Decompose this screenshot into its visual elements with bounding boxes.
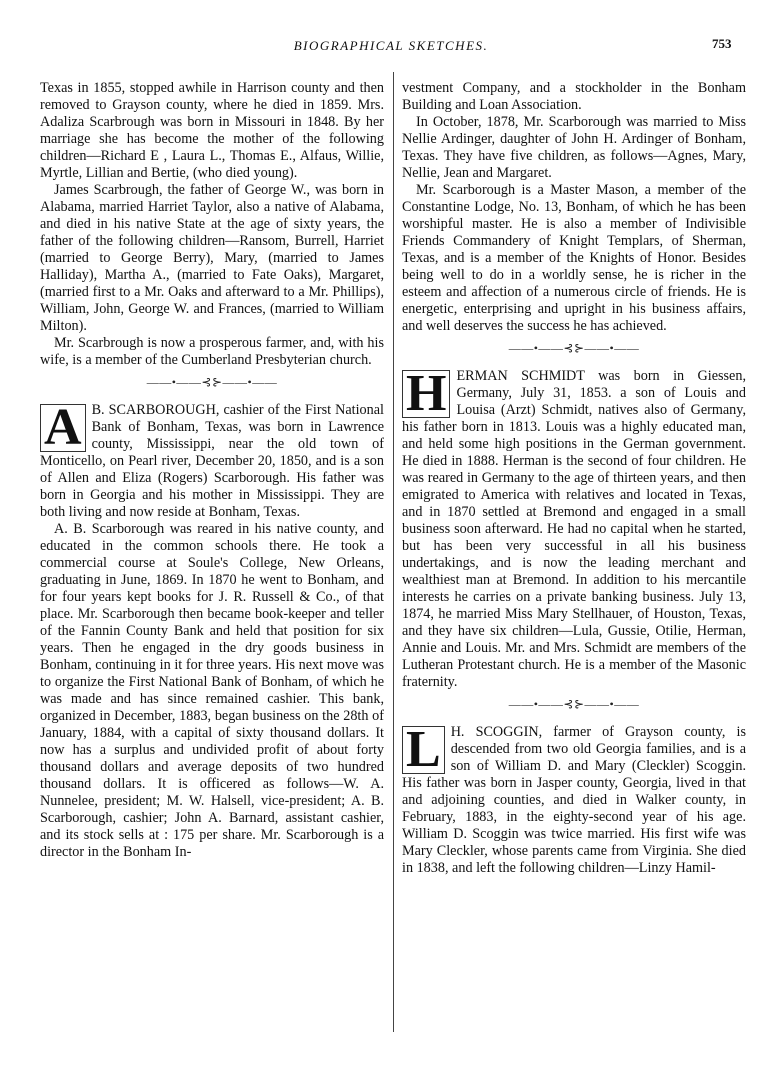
paragraph-james-scarbrough: James Scarbrough, the father of George W., was born in Alabama, married Harriet Taylor, also a native of Alabama, and died in his native State at the age of sixty years, the father of the following children—Ransom, Burrell, Harriet (married to George Berry), Mary, (married to James Halliday), Martha A., (married to Fate Oaks), Margaret, (married first to a Mr. Oaks and afterward to a Mr. Phillips), William, John, George W. and Frances, (married to William Milton). — [40, 182, 384, 334]
sketch-body: ERMAN SCHMIDT was born in Giessen, Germany, July 31, 1853. a son of Louis and Louisa (Arzt) Schmidt, natives also of Germany, his father born in 1813. Louis was a highly educated man, and held some high positions in the German government. He died in 1888. Herman is the second of four children. He was reared in Germany to the age of thirteen years, and then emigrated to America with relatives and located in Texas, and in 1870 settled at Bremond and engaged in a small business soon afterward. He had no capital when he started, but has been very successful in all his business undertakings, and is now the leading merchant and wealthiest man at Bremond. In addition to his mercantile interests he carries on a private banking business. July 13, 1874, he married Miss Mary Stellhauer, of Houston, Texas, and they have six children—Lula, Gussie, Otilie, Herman, Annie and Louis. Mr. and Mrs. Schmidt are members of the Lutheran Protestant church. He is a member of the Masonic fraternity. — [402, 368, 746, 690]
sketch-herman-schmidt — [402, 365, 746, 691]
paragraph-continuation: vestment Company, and a stockholder in the Bonham Building and Loan Association. — [402, 80, 746, 113]
page-number: 753 — [712, 36, 732, 51]
sketch-ab-scarborough — [40, 399, 384, 861]
sketch-body: A. B. Scarborough was reared in his native county, and educated in the common schools there. He took a commercial course at Soule's College, New Orleans, graduating in June, 1869. In 1870 he went to Bonham, and for four years kept books for J. R. Russell & Co., of that place. Mr. Scarborough then became book-keeper and teller of the Fannin County Bank and held that position for six years. Then he engaged in the dry goods business in Bonham, continuing in it for three years. His next move was to organize the First National Bank of Bonham, of which he was made and has since remained cashier. This bank, organized in December, 1883, began business on the 28th of January, 1884, with a capital of sixty thousand dollars. It now has a surplus and undivided profit of about forty thousand dollars and average deposits of two hundred thousand dollars. It is officered as follows—W. A. Nunnelee, president; M. W. Halsell, vice-president; A. B. Scarborough, cashier; John A. Barnard, assistant cashier, and its stock sells at : 175 per share. Mr. Scarborough is a director in the Bonham In- — [40, 521, 384, 860]
paragraph-marriage: In October, 1878, Mr. Scarborough was married to Miss Nellie Ardinger, daughter of John H. Ardinger of Bonham, Texas. They have five children, as follows—Agnes, Mary, Nellie, Jean and Margaret. — [402, 114, 746, 181]
drop-cap: L — [402, 726, 445, 774]
section-separator: ——•——⊰⊱——•—— — [508, 697, 640, 711]
right-column — [402, 80, 746, 877]
column-divider — [393, 72, 394, 1032]
paragraph-master-mason: Mr. Scarborough is a Master Mason, a member of the Constantine Lodge, No. 13, Bonham, of which he has been worshipful master. He is also a member of Indivisible Friends Commandery of Knight Templars, of Sherman, Texas, and is a member of the Knights of Honor. Besides being well to do in a worldly sense, he is richer in the esteem and affection of a numerous circle of friends. He is energetic, enterprising and upright in his business affairs, and well deserves the success he has achieved. — [402, 182, 746, 334]
paragraph-prosperous-farmer: Mr. Scarbrough is now a prosperous farmer, and, with his wife, is a member of the Cumberland Presbyterian church. — [40, 335, 384, 368]
running-header: BIOGRAPHICAL SKETCHES. — [293, 38, 489, 53]
sketch-body: H. SCOGGIN, farmer of Grayson county, is descended from two old Georgia families, and is a son of William D. and Mary (Cleckler) Scoggin. His father was born in Jasper county, Georgia, lived in that and adjoining counties, and died in Walker county, in February, 1883, in the eighty-second year of his age. William D. Scoggin was twice married. His first wife was Mary Cleckler, whose parents came from Virginia. She died in 1838, and left the following children—Linzy Hamil- — [402, 724, 746, 876]
sketch-lh-scoggin — [402, 721, 746, 877]
paragraph-continuation: Texas in 1855, stopped awhile in Harrison county and then removed to Grayson county, where he died in 1859. Mrs. Adaliza Scarbrough was born in Missouri in 1848. By her marriage she has become the mother of the following children—Richard E , Laura L., Thomas E., Alfaus, Willie, Myrtle, Lillian and Bertie, (who died young). — [40, 80, 384, 181]
section-separator: ——•——⊰⊱——•—— — [146, 375, 278, 389]
drop-cap: A — [40, 404, 86, 452]
section-separator: ——•——⊰⊱——•—— — [508, 341, 640, 355]
left-column — [40, 80, 384, 861]
drop-cap: H — [402, 370, 450, 418]
sketch-intro: B. SCARBOROUGH, cashier of the First National Bank of Bonham, Texas, was born in Lawrence county, Mississippi, near the old town of Monticello, on Pearl river, December 20, 1850, and is a son of Allen and Eliza (Rogers) Scarborough. His father was born in Georgia and his mother in Mississippi. They are both living and now reside at Bonham, Texas. — [40, 402, 384, 520]
